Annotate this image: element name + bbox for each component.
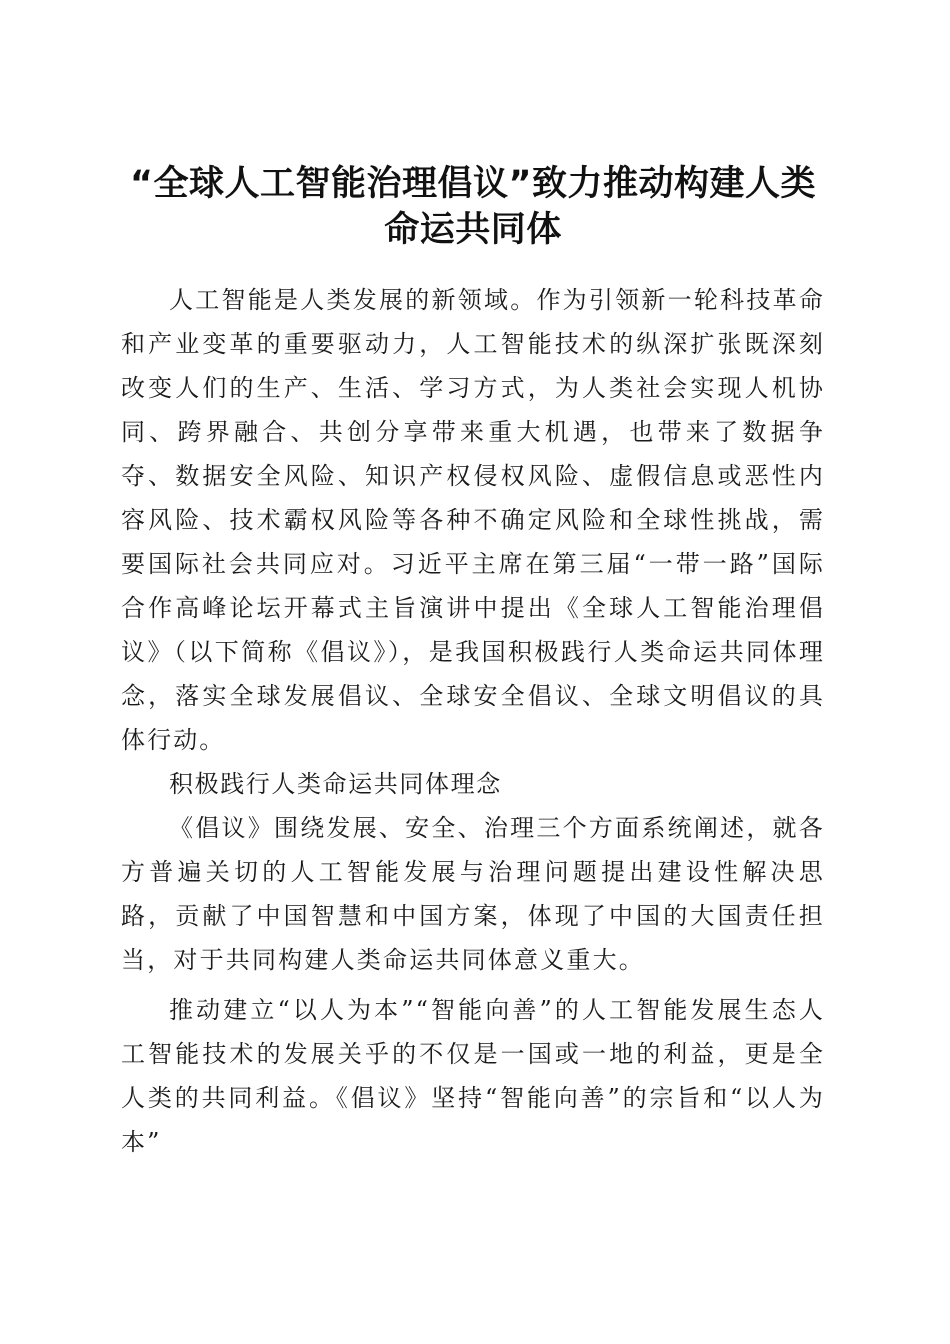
paragraph-initiative: 《倡议》围绕发展、安全、治理三个方面系统阐述，就各方普遍关切的人工智能发展与治理问题提出建设性解决思路，贡献了中国智慧和中国方案，体现了中国的大国责任担当，对于共同构建人类命运共同体意义重大。 xyxy=(121,814,825,974)
paragraph-ecosystem: 推动建立“以人为本”“智能向善”的人工智能发展生态人工智能技术的发展关乎的不仅是一国或一地的利益，更是全人类的共同利益。《倡议》坚持“智能向善”的宗旨和“以人为本” xyxy=(121,996,825,1156)
document-title xyxy=(118,161,828,253)
document-body xyxy=(121,278,825,1164)
section-heading: 积极践行人类命运共同体理念 xyxy=(169,770,502,798)
paragraph-intro: 人工智能是人类发展的新领域。作为引领新一轮科技革命和产业变革的重要驱动力，人工智能技术的纵深扩张既深刻改变人们的生产、生活、学习方式，为人类社会实现人机协同、跨界融合、共创分享带来重大机遇，也带来了数据争夺、数据安全风险、知识产权侵权风险、虚假信息或恶性内容风险、技术霸权风险等各种不确定风险和全球性挑战，需要国际社会共同应对。习近平主席在第三届“一带一路”国际合作高峰论坛开幕式主旨演讲中提出《全球人工智能治理倡议》（以下简称《倡议》），是我国积极践行人类命运共同体理念，落实全球发展倡议、全球安全倡议、全球文明倡议的具体行动。 xyxy=(121,286,825,754)
title-line-1: “全球人工智能治理倡议”致力推动构建人类 xyxy=(129,164,816,205)
title-line-2: 命运共同体 xyxy=(384,210,562,251)
